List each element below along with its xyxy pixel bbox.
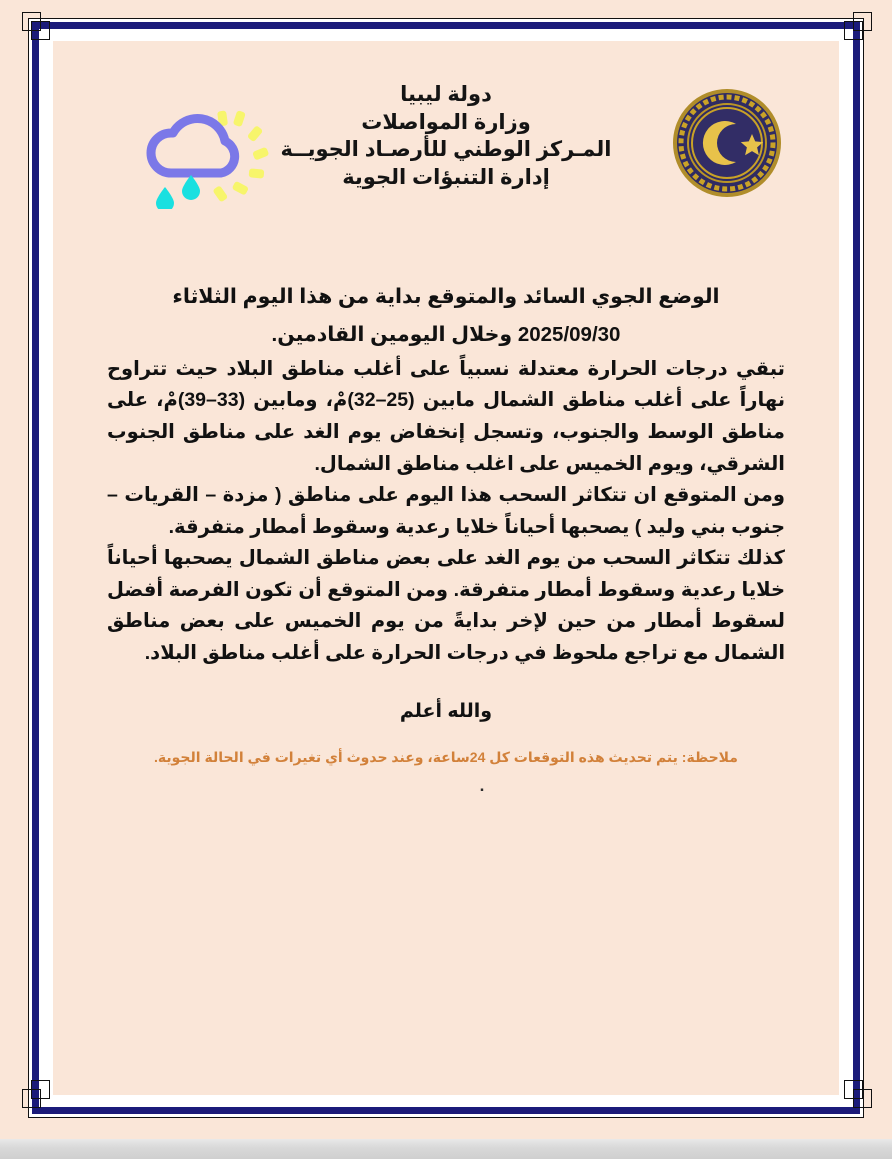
corner-mark-bottom-right-2 (844, 1080, 863, 1099)
forecast-paragraph-today-clouds: ومن المتوقع ان تتكاثر السحب هذا اليوم على مناطق ( مزدة – القريات – جنوب بني وليد ) يصحبها أحياناً خلايا رعدية وسقوط أمطار متفرقة. (107, 484, 785, 538)
scan-edge-strip (0, 1139, 892, 1159)
update-note: ملاحظة: يتم تحديث هذه التوقعات كل 24ساعة، وعند حدوث أي تغيرات في الحالة الجوية. (154, 748, 738, 765)
bulletin-body (53, 278, 839, 796)
closing-phrase: والله أعلم (399, 700, 493, 722)
org-line-department: إدارة التنبؤات الجوية (342, 166, 550, 190)
org-line-ministry: وزارة المواصلات (361, 110, 531, 134)
document-page (53, 41, 839, 1095)
document-frame-inner (32, 22, 860, 1114)
corner-mark-top-right-2 (844, 21, 863, 40)
forecast-paragraph-tomorrow-clouds: كذلك تتكاثر السحب من يوم الغد على بعض مناطق الشمال يصحبها أحياناً خلايا رعدية وسقوط أمطار متفرقة. ومن المتوقع أن تكون الفرصة أفضل لسقوط أمطار من حين لإخر بدايةً من يوم الخميس على بعض مناطق الشمال مع تراجع ملحوظ في درجات الحرارة على أغلب مناطق البلاد. (107, 547, 785, 665)
trailing-period: . (479, 775, 485, 795)
corner-mark-top-left-2 (31, 21, 50, 40)
document-frame (28, 18, 864, 1118)
bulletin-title: الوضع الجوي السائد والمتوقع بداية من هذا اليوم الثلاثاء 2025/09/30 وخلال اليومين القادمين. (172, 285, 720, 346)
org-line-state: دولة ليبيا (400, 83, 492, 106)
forecast-paragraph-temperatures: تبقي درجات الحرارة معتدلة نسبياً على أغلب مناطق البلاد حيث تتراوح نهاراً على أغلب مناطق الشمال مابين (25–32)مْ، ومابين (33–39)مْ، على مناطق الوسط والجنوب، وتسجل إنخفاض يوم الغد على مناطق الجنوب الشرقي، ويوم الخميس على اغلب مناطق الشمال. (107, 357, 786, 475)
org-line-center: المـركز الوطني للأرصـاد الجويــة (280, 138, 612, 162)
letterhead (53, 41, 839, 216)
organization-titles (53, 81, 839, 192)
corner-mark-bottom-left-2 (31, 1080, 50, 1099)
